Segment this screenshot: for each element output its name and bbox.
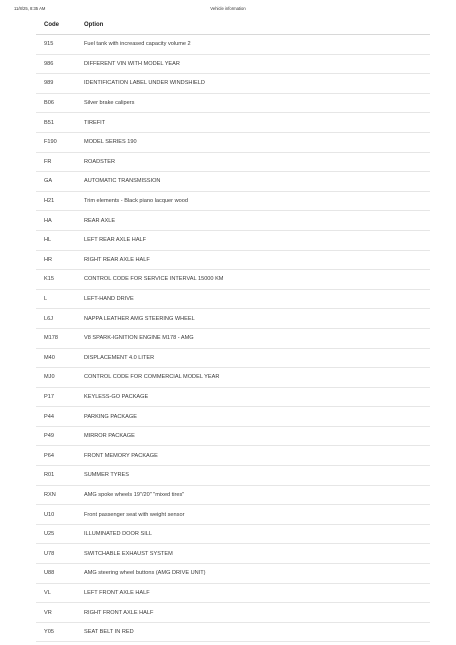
option-description-cell: Trim elements - Black piano lacquer wood — [82, 191, 430, 211]
option-description-cell: CONTROL CODE FOR SERVICE INTERVAL 15000 KM — [82, 270, 430, 290]
column-header-option: Option — [82, 15, 430, 35]
option-description-cell: TIREFIT — [82, 113, 430, 133]
option-description-cell: LEFT-HAND DRIVE — [82, 289, 430, 309]
option-description-cell: PARKING PACKAGE — [82, 407, 430, 427]
option-code-cell: H21 — [36, 191, 82, 211]
option-code-cell: P49 — [36, 426, 82, 446]
table-row — [36, 466, 430, 486]
option-description-cell: V8 SPARK-IGNITION ENGINE M178 - AMG — [82, 328, 430, 348]
option-code-cell: B51 — [36, 113, 82, 133]
option-description-cell: LEFT FRONT AXLE HALF — [82, 583, 430, 603]
table-row — [36, 524, 430, 544]
option-code-cell: U25 — [36, 524, 82, 544]
table-header-row — [36, 15, 430, 35]
option-description-cell: ILLUMINATED DOOR SILL — [82, 524, 430, 544]
table-row — [36, 250, 430, 270]
option-description-cell: AMG steering wheel buttons (AMG DRIVE UNIT) — [82, 564, 430, 584]
table-row — [36, 93, 430, 113]
option-description-cell: KEYLESS-GO PACKAGE — [82, 387, 430, 407]
table-row — [36, 54, 430, 74]
option-description-cell: RIGHT FRONT AXLE HALF — [82, 603, 430, 623]
option-code-cell: U88 — [36, 564, 82, 584]
table-row — [36, 113, 430, 133]
table-row — [36, 368, 430, 388]
option-code-cell: F190 — [36, 132, 82, 152]
option-description-cell: SEAT BELT IN RED — [82, 622, 430, 642]
table-row — [36, 211, 430, 231]
option-code-cell: P17 — [36, 387, 82, 407]
option-code-cell: 986 — [36, 54, 82, 74]
option-code-cell: HL — [36, 230, 82, 250]
table-row — [36, 132, 430, 152]
option-code-cell: 989 — [36, 74, 82, 94]
option-description-cell: ROADSTER — [82, 152, 430, 172]
column-header-code: Code — [36, 15, 82, 35]
option-code-cell: P44 — [36, 407, 82, 427]
option-description-cell: MODEL SERIES 190 — [82, 132, 430, 152]
table-row — [36, 74, 430, 94]
vehicle-options-table — [36, 15, 430, 642]
option-code-cell: L6J — [36, 309, 82, 329]
option-description-cell: LEFT REAR AXLE HALF — [82, 230, 430, 250]
table-row — [36, 544, 430, 564]
option-code-cell: RXN — [36, 485, 82, 505]
option-description-cell: REAR AXLE — [82, 211, 430, 231]
option-description-cell: NAPPA LEATHER AMG STEERING WHEEL — [82, 309, 430, 329]
option-code-cell: U78 — [36, 544, 82, 564]
option-description-cell: DISPLACEMENT 4.0 LITER — [82, 348, 430, 368]
table-row — [36, 622, 430, 642]
table-row — [36, 191, 430, 211]
table-row — [36, 583, 430, 603]
option-code-cell: GA — [36, 172, 82, 192]
table-row — [36, 485, 430, 505]
table-row — [36, 328, 430, 348]
print-datetime: 11/8/25, 8:35 AM — [14, 6, 46, 11]
table-row — [36, 172, 430, 192]
option-description-cell: SUMMER TYRES — [82, 466, 430, 486]
option-code-cell: R01 — [36, 466, 82, 486]
option-description-cell: AMG spoke wheels 19"/20" "mixed tires" — [82, 485, 430, 505]
table-row — [36, 230, 430, 250]
table-row — [36, 426, 430, 446]
option-description-cell: Silver brake calipers — [82, 93, 430, 113]
option-description-cell: SWITCHABLE EXHAUST SYSTEM — [82, 544, 430, 564]
table-row — [36, 505, 430, 525]
table-row — [36, 446, 430, 466]
option-description-cell: RIGHT REAR AXLE HALF — [82, 250, 430, 270]
option-description-cell: Fuel tank with increased capacity volume 2 — [82, 35, 430, 55]
table-row — [36, 387, 430, 407]
option-code-cell: K15 — [36, 270, 82, 290]
option-code-cell: M178 — [36, 328, 82, 348]
option-code-cell: B06 — [36, 93, 82, 113]
option-code-cell: 915 — [36, 35, 82, 55]
option-code-cell: HR — [36, 250, 82, 270]
page-title: Vehicle information — [210, 6, 246, 11]
option-description-cell: MIRROR PACKAGE — [82, 426, 430, 446]
option-code-cell: U10 — [36, 505, 82, 525]
option-code-cell: VR — [36, 603, 82, 623]
option-code-cell: MJ0 — [36, 368, 82, 388]
table-row — [36, 407, 430, 427]
table-row — [36, 564, 430, 584]
option-description-cell: IDENTIFICATION LABEL UNDER WINDSHIELD — [82, 74, 430, 94]
table-row — [36, 270, 430, 290]
table-row — [36, 309, 430, 329]
option-code-cell: L — [36, 289, 82, 309]
table-row — [36, 35, 430, 55]
option-code-cell: Y05 — [36, 622, 82, 642]
option-description-cell: DIFFERENT VIN WITH MODEL YEAR — [82, 54, 430, 74]
table-row — [36, 603, 430, 623]
table-row — [36, 152, 430, 172]
option-code-cell: P64 — [36, 446, 82, 466]
table-body — [36, 35, 430, 642]
table-row — [36, 289, 430, 309]
option-code-cell: HA — [36, 211, 82, 231]
option-description-cell: Front passenger seat with weight sensor — [82, 505, 430, 525]
option-code-cell: FR — [36, 152, 82, 172]
table-row — [36, 348, 430, 368]
option-description-cell: FRONT MEMORY PACKAGE — [82, 446, 430, 466]
option-description-cell: AUTOMATIC TRANSMISSION — [82, 172, 430, 192]
option-code-cell: M40 — [36, 348, 82, 368]
option-description-cell: CONTROL CODE FOR COMMERCIAL MODEL YEAR — [82, 368, 430, 388]
option-code-cell: VL — [36, 583, 82, 603]
